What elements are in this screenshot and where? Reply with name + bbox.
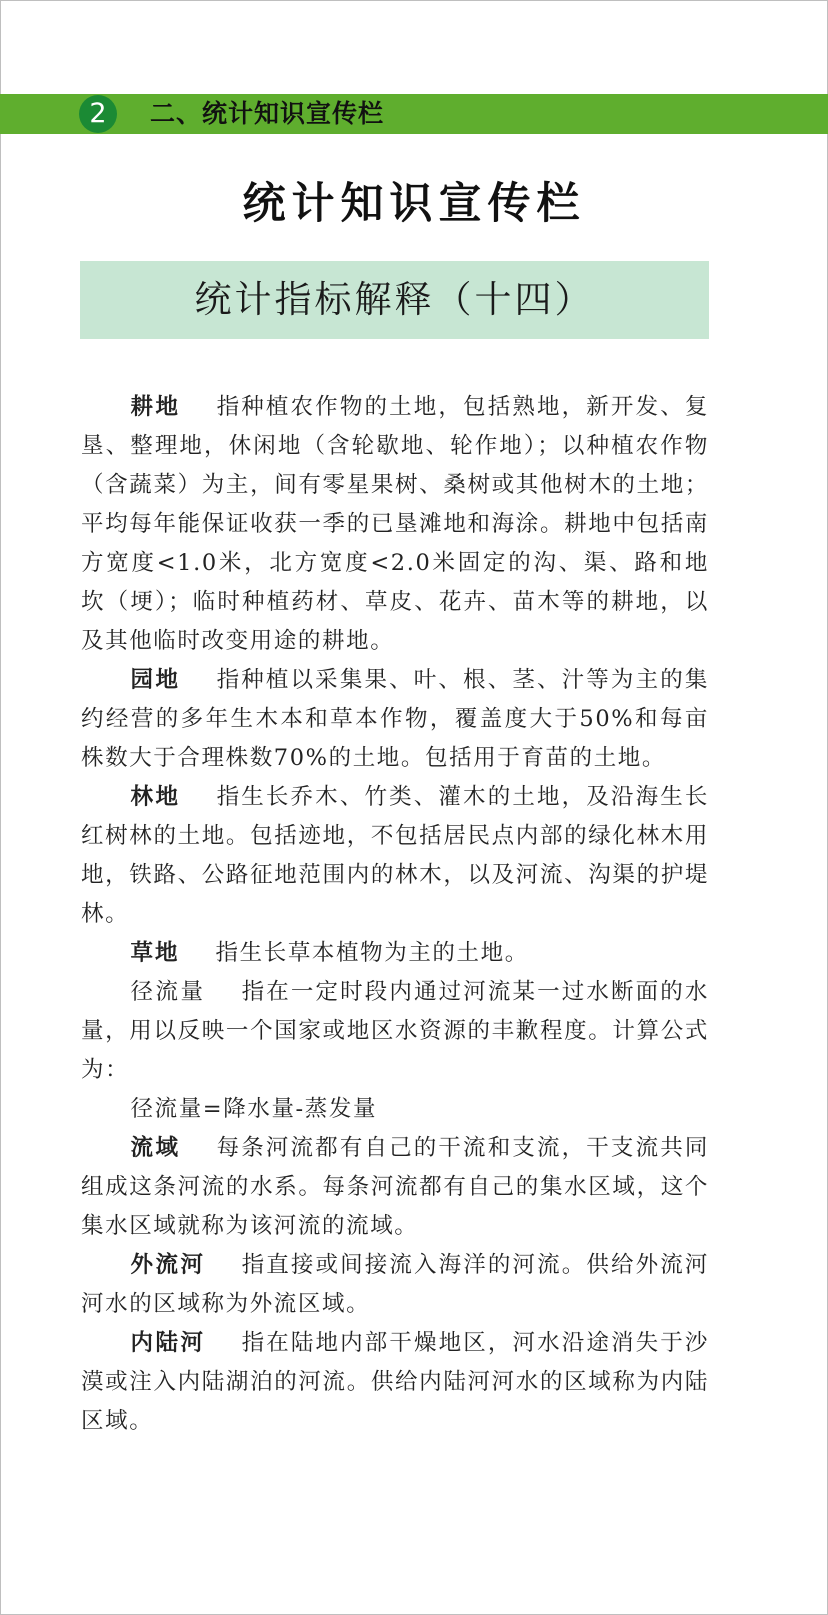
entry-term: 径流量 [130,979,206,1005]
entry-paragraph [81,1129,709,1246]
entry-definition: 指在一定时段内通过河流某一过水断面的水量，用以反映一个国家或地区水资源的丰歉程度。计算公式为： [81,979,709,1083]
entry-term: 园地 [130,667,181,693]
entry-paragraph [81,661,709,778]
entry-term: 林地 [130,784,181,810]
subtitle: 统计指标解释（十四） [194,278,595,321]
entry-paragraph [81,934,709,973]
section-number-badge: 2 [79,95,117,133]
page-title: 统计知识宣传栏 [242,179,586,229]
entry-paragraph [81,778,709,934]
entry-term: 外流河 [130,1252,206,1278]
entry-definition: 指种植以采集果、叶、根、茎、汁等为主的集约经营的多年生木本和草本作物，覆盖度大于50%和每亩株数大于合理株数70%的土地。包括用于育苗的土地。 [81,667,709,771]
entry-term: 流域 [130,1135,181,1161]
entry-definition: 指生长乔木、竹类、灌木的土地，及沿海生长红树林的土地。包括迹地，不包括居民点内部的绿化林木用地，铁路、公路征地范围内的林木，以及河流、沟渠的护堤林。 [81,784,709,927]
section-header-bar [0,94,828,134]
entry-paragraph [81,1324,709,1441]
entry-term: 耕地 [130,394,181,420]
entry-term: 草地 [130,940,180,966]
formula-line: 径流量=降水量-蒸发量 [130,1096,378,1122]
entry-definition: 指生长草本植物为主的土地。 [215,940,529,966]
entry-paragraph [81,1246,709,1324]
entry-definition: 指在陆地内部干燥地区，河水沿途消失于沙漠或注入内陆湖泊的河流。供给内陆河河水的区域称为内陆区域。 [81,1330,709,1434]
article-body [81,388,709,1441]
entry-definition: 每条河流都有自己的干流和支流，干支流共同组成这条河流的水系。每条河流都有自己的集水区域，这个集水区域就称为该河流的流域。 [81,1135,709,1239]
entry-definition: 指直接或间接流入海洋的河流。供给外流河河水的区域称为外流区域。 [81,1252,709,1317]
entry-paragraph [81,973,709,1090]
entry-term: 内陆河 [130,1330,206,1356]
subtitle-box [80,261,709,339]
section-label: 二、统计知识宣传栏 [150,99,385,128]
entry-paragraph [81,388,709,661]
entry-definition: 指种植农作物的土地，包括熟地，新开发、复垦、整理地，休闲地（含轮歇地、轮作地）；以种植农作物（含蔬菜）为主，间有零星果树、桑树或其他树木的土地；平均每年能保证收获一季的已垦滩地和海涂。耕地中包括南方宽度<1.0米，北方宽度<2.0米固定的沟、渠、路和地坎（埂）；临时种植药材、草皮、花卉、苗木等的耕地，以及其他临时改变用途的耕地。 [81,394,709,654]
